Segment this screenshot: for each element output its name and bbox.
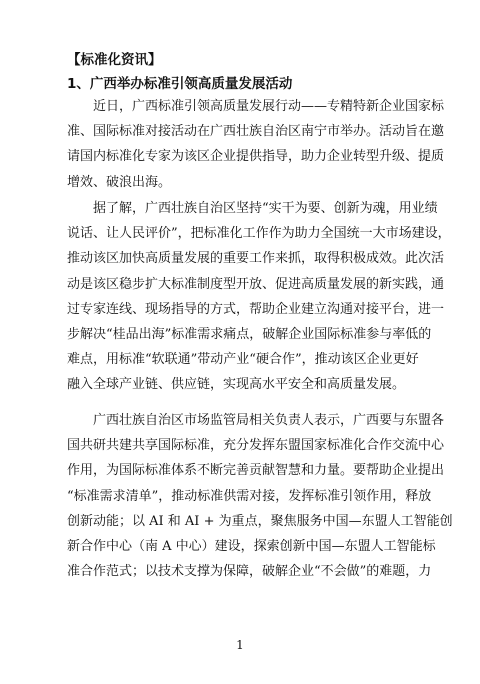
paragraph-line: 过专家连线、现场指导的方式，帮助企业建立沟通对接平台，进一	[67, 301, 445, 317]
paragraph-line: 据了解，广西壮族自治区坚持“实干为要、创新为魂，用业绩	[93, 201, 438, 216]
article-heading: 1、广西举办标准引领高质量发展活动	[67, 76, 293, 92]
paragraph-line: 准合作范式；以技术支撑为保障，破解企业“不会做”的难题，力	[67, 564, 432, 580]
section-tag: 【标准化资讯】	[67, 52, 162, 68]
paragraph-line: 广西壮族自治区市场监管局相关负责人表示，广西要与东盟各	[93, 413, 445, 428]
paragraph-line: 推动该区加快高质量发展的重要工作来抓，取得积极成效。此次活	[67, 251, 445, 267]
paragraph-1	[67, 94, 445, 195]
paragraph-line: 增效、破浪出海。	[67, 174, 172, 190]
paragraph-line: 动是该区稳步扩大标准制度型开放、促进高质量发展的新实践，通	[67, 276, 445, 292]
paragraph-line: 国共研共建共享国际标准，充分发挥东盟国家标准化合作交流中心	[67, 438, 445, 454]
paragraph-line: 创新动能；以 AI 和 AI + 为重点，聚焦服务中国—东盟人工智能创	[67, 513, 453, 529]
paragraph-line: 作用，为国际标准体系不断完善贡献智慧和力量。要帮助企业提出	[67, 463, 445, 479]
paragraph-line: 准、国际标准对接活动在广西壮族自治区南宁市举办。活动旨在邀	[67, 124, 445, 140]
paragraph-line: 难点，用标准“软联通”带动产业“硬合作”，推动该区企业更好	[67, 352, 419, 368]
page-number: 1	[236, 638, 244, 652]
paragraph-line: 近日，广西标准引领高质量发展行动——专精特新企业国家标	[93, 99, 445, 114]
paragraph-2	[67, 196, 451, 398]
paragraph-line: 融入全球产业链、供应链，实现高水平安全和高质量发展。	[67, 377, 406, 393]
paragraph-line: 新合作中心（南 A 中心）建设，探索创新中国—东盟人工智能标	[67, 538, 436, 554]
paragraph-3	[67, 408, 453, 584]
paragraph-line: 步解决“桂品出海”标准需求痛点，破解企业国际标准参与率低的	[67, 326, 432, 342]
paragraph-line: “标准需求清单”，推动标准供需对接，发挥标准引领作用，释放	[67, 488, 432, 504]
paragraph-line: 请国内标准化专家为该区企业提供指导，助力企业转型升级、提质	[67, 149, 445, 165]
paragraph-line: 说话、让人民评价”，把标准化工作作为助力全国统一大市场建设，	[67, 226, 451, 242]
